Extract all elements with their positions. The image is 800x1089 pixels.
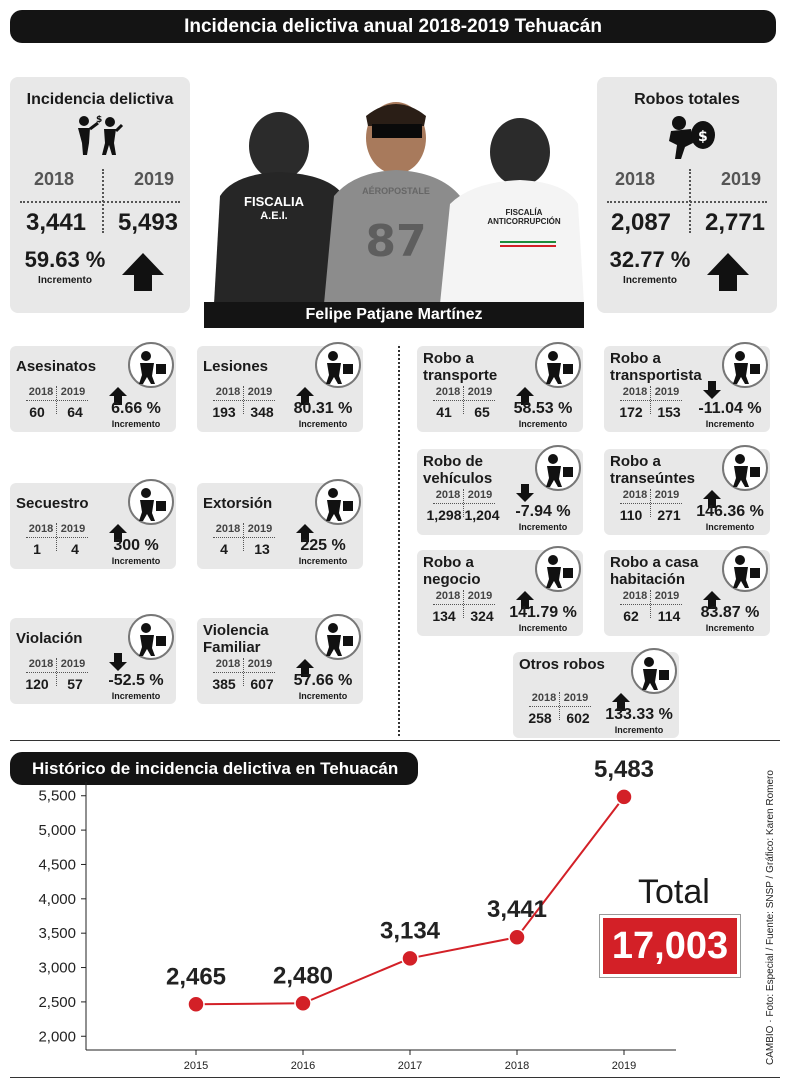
crime-card — [10, 483, 176, 569]
summary-card-robos — [597, 77, 777, 313]
car-thief-icon — [535, 445, 581, 491]
percent-change: 146.36 % — [696, 503, 764, 520]
crime-name: Robo a transporte — [423, 350, 498, 384]
bus-icon — [535, 342, 581, 388]
summary-year-1: 2018 — [614, 169, 656, 189]
summary-year-2: 2019 — [133, 169, 175, 189]
vest-subtext: A.E.I. — [260, 210, 288, 222]
year-2: 2019 — [563, 692, 589, 704]
crime-card — [604, 346, 770, 432]
value-2019: 348 — [250, 404, 274, 420]
value-2018: 134 — [432, 608, 456, 624]
section-divider — [398, 346, 400, 736]
table-divider-h — [529, 706, 591, 707]
crime-name: Violencia Familiar — [203, 622, 269, 656]
crime-name: Robo a casa habitación — [610, 554, 699, 588]
crime-name: Extorsión — [203, 495, 273, 512]
y-tick-label: 5,500 — [38, 787, 76, 805]
year-1: 2018 — [28, 658, 54, 670]
arrow-down-icon — [515, 483, 535, 503]
shirt-text: AÉROPOSTALE — [362, 186, 430, 196]
table-divider-h — [213, 672, 275, 673]
year-2: 2019 — [654, 489, 680, 501]
table-divider-h — [620, 400, 682, 401]
kidnapping-icon — [128, 479, 174, 525]
hospital-bed-icon — [315, 342, 361, 388]
year-1: 2018 — [28, 523, 54, 535]
year-1: 2018 — [435, 386, 461, 398]
crime-card — [604, 449, 770, 535]
crime-name: Asesinatos — [16, 358, 97, 375]
year-1: 2018 — [435, 590, 461, 602]
shooting-icon — [128, 342, 174, 388]
crime-name: Robo a transeúntes — [610, 453, 696, 487]
value-2018: 62 — [623, 608, 639, 624]
summary-year-1: 2018 — [33, 169, 75, 189]
data-point — [295, 995, 311, 1011]
data-label: 3,441 — [486, 896, 548, 924]
value-2018: 193 — [212, 404, 236, 420]
summary-increment: Incremento — [38, 275, 92, 286]
table-divider-h — [213, 400, 275, 401]
percent-change: 6.66 % — [111, 400, 161, 417]
crime-card — [604, 550, 770, 636]
crime-name: Secuestro — [16, 495, 89, 512]
year-1: 2018 — [435, 489, 461, 501]
svg-text:$: $ — [96, 115, 103, 125]
crime-card — [10, 618, 176, 704]
value-2019: 57 — [67, 676, 83, 692]
increment-label: Incremento — [705, 522, 755, 532]
y-tick-label: 2,000 — [38, 1028, 76, 1046]
page-title: Incidencia delictiva anual 2018-2019 Tehuacán — [10, 10, 776, 43]
summary-value-1: 3,441 — [25, 209, 87, 236]
shirt-text-right: FISCALÍA ANTICORRUPCIÓN — [487, 208, 561, 226]
increment-label: Incremento — [111, 556, 161, 566]
value-2018: 1,298 — [426, 507, 462, 523]
thief-bag-icon — [661, 113, 717, 159]
y-tick-label: 3,500 — [38, 925, 76, 943]
x-tick-label: 2016 — [290, 1060, 316, 1072]
crime-name: Otros robos — [519, 656, 605, 673]
value-2018: 1 — [33, 541, 41, 557]
credit-line: CAMBIO · Foto: Especial / Fuente: SNSP / Gráfico: Karen Romero — [765, 770, 776, 1065]
crime-card — [417, 550, 583, 636]
crime-name: Violación — [16, 630, 83, 647]
arrow-up-icon — [705, 251, 751, 293]
x-tick-label: 2019 — [611, 1060, 637, 1072]
value-2018: 385 — [212, 676, 236, 692]
data-label: 3,134 — [379, 917, 441, 945]
crime-name: Robo a transportista — [610, 350, 702, 384]
house-icon — [722, 546, 768, 592]
summary-year-2: 2019 — [720, 169, 762, 189]
year-1: 2018 — [622, 590, 648, 602]
value-2019: 271 — [657, 507, 681, 523]
total-value: 17,003 — [600, 915, 740, 977]
percent-change: 80.31 % — [293, 400, 353, 417]
value-2019: 324 — [470, 608, 494, 624]
increment-label: Incremento — [298, 419, 348, 429]
increment-label: Incremento — [518, 623, 568, 633]
value-2018: 258 — [528, 710, 552, 726]
truck-icon — [722, 342, 768, 388]
percent-change: 83.87 % — [700, 604, 760, 621]
increment-label: Incremento — [518, 419, 568, 429]
value-2018: 60 — [29, 404, 45, 420]
increment-label: Incremento — [705, 623, 755, 633]
y-tick-label: 3,000 — [38, 959, 76, 977]
table-divider-h — [26, 537, 88, 538]
year-2: 2019 — [654, 386, 680, 398]
data-point — [509, 929, 525, 945]
increment-label: Incremento — [705, 419, 755, 429]
summary-title: Robos totales — [634, 91, 740, 108]
value-2018: 41 — [436, 404, 452, 420]
crime-card — [197, 483, 363, 569]
series-line — [196, 797, 624, 1004]
crime-card — [197, 346, 363, 432]
summary-value-1: 2,087 — [610, 209, 672, 236]
percent-change: 58.53 % — [513, 400, 573, 417]
x-tick-label: 2015 — [183, 1060, 209, 1072]
data-point — [616, 789, 632, 805]
summary-card-incidencia — [10, 77, 190, 313]
increment-label: Incremento — [518, 522, 568, 532]
data-point — [188, 996, 204, 1012]
year-1: 2018 — [215, 386, 241, 398]
percent-change: 300 % — [113, 537, 159, 554]
crime-card — [10, 346, 176, 432]
data-label: 5,483 — [593, 755, 655, 783]
data-label: 2,465 — [165, 963, 227, 991]
table-divider-h — [433, 503, 495, 504]
increment-label: Incremento — [298, 691, 348, 701]
value-2019: 64 — [67, 404, 83, 420]
year-1: 2018 — [215, 658, 241, 670]
table-divider-h — [433, 400, 495, 401]
year-1: 2018 — [622, 489, 648, 501]
summary-value-2: 2,771 — [704, 209, 766, 236]
year-2: 2019 — [654, 590, 680, 602]
year-2: 2019 — [60, 658, 86, 670]
running-thief-icon — [631, 648, 677, 694]
assault-icon — [128, 614, 174, 660]
value-2019: 1,204 — [464, 507, 500, 523]
table-divider-h — [620, 604, 682, 605]
table-divider-h — [213, 537, 275, 538]
value-2019: 114 — [657, 608, 681, 624]
percent-change: 225 % — [300, 537, 346, 554]
year-2: 2019 — [467, 489, 493, 501]
crime-card — [513, 652, 679, 738]
increment-label: Incremento — [111, 691, 161, 701]
data-label: 2,480 — [272, 962, 334, 990]
y-tick-label: 4,000 — [38, 890, 76, 908]
crime-name: Robo de vehículos — [423, 453, 493, 487]
year-1: 2018 — [531, 692, 557, 704]
percent-change: 141.79 % — [509, 604, 577, 621]
value-2018: 4 — [220, 541, 228, 557]
value-2018: 110 — [619, 507, 643, 523]
value-2019: 4 — [71, 541, 79, 557]
increment-label: Incremento — [614, 725, 664, 735]
percent-change: 57.66 % — [293, 672, 353, 689]
summary-divider-v — [689, 169, 691, 233]
summary-percent: 59.63 % — [24, 247, 106, 272]
y-tick-label: 2,500 — [38, 993, 76, 1011]
total-label: Total — [638, 873, 710, 911]
x-tick-label: 2018 — [504, 1060, 530, 1072]
crime-card — [417, 346, 583, 432]
criminals-icon — [70, 113, 126, 155]
table-divider-h — [433, 604, 495, 605]
year-2: 2019 — [60, 386, 86, 398]
money-hand-icon — [315, 479, 361, 525]
percent-change: -52.5 % — [108, 672, 164, 689]
year-2: 2019 — [247, 658, 273, 670]
value-2019: 13 — [254, 541, 270, 557]
crime-name: Lesiones — [203, 358, 269, 375]
year-2: 2019 — [467, 590, 493, 602]
x-tick-label: 2017 — [397, 1060, 423, 1072]
value-2019: 607 — [250, 676, 274, 692]
pedestrian-robbery-icon — [722, 445, 768, 491]
year-1: 2018 — [215, 523, 241, 535]
year-2: 2019 — [247, 386, 273, 398]
svg-text:$: $ — [698, 129, 708, 145]
arrow-down-icon — [702, 380, 722, 400]
photo-detainee — [204, 86, 584, 304]
arrow-down-icon — [108, 652, 128, 672]
value-2019: 602 — [566, 710, 590, 726]
percent-change: 133.33 % — [605, 706, 673, 723]
summary-value-2: 5,493 — [117, 209, 179, 236]
svg-text:87: 87 — [365, 216, 427, 267]
vest-text: FISCALIA — [244, 194, 304, 209]
year-1: 2018 — [622, 386, 648, 398]
domestic-violence-icon — [315, 614, 361, 660]
summary-title: Incidencia delictiva — [26, 91, 174, 108]
value-2018: 120 — [25, 676, 49, 692]
percent-change: -7.94 % — [515, 503, 571, 520]
table-divider-h — [26, 400, 88, 401]
year-2: 2019 — [60, 523, 86, 535]
y-tick-label: 4,500 — [38, 856, 76, 874]
value-2018: 172 — [619, 404, 643, 420]
increment-label: Incremento — [298, 556, 348, 566]
percent-change: -11.04 % — [698, 400, 762, 417]
year-2: 2019 — [467, 386, 493, 398]
table-divider-h — [620, 503, 682, 504]
value-2019: 153 — [657, 404, 681, 420]
increment-label: Incremento — [111, 419, 161, 429]
year-2: 2019 — [247, 523, 273, 535]
arrow-up-icon — [120, 251, 166, 293]
chart-title: Histórico de incidencia delictiva en Tehuacán — [10, 752, 418, 785]
table-divider-h — [26, 672, 88, 673]
summary-percent: 32.77 % — [609, 247, 691, 272]
crime-card — [197, 618, 363, 704]
summary-divider-h — [607, 201, 767, 203]
summary-divider-v — [102, 169, 104, 233]
summary-increment: Incremento — [623, 275, 677, 286]
crime-card — [417, 449, 583, 535]
value-2019: 65 — [474, 404, 490, 420]
summary-divider-h — [20, 201, 180, 203]
year-1: 2018 — [28, 386, 54, 398]
photo-caption: Felipe Patjane Martínez — [204, 302, 584, 328]
crime-name: Robo a negocio — [423, 554, 481, 588]
shop-robbery-icon — [535, 546, 581, 592]
data-point — [402, 950, 418, 966]
y-tick-label: 5,000 — [38, 822, 76, 840]
